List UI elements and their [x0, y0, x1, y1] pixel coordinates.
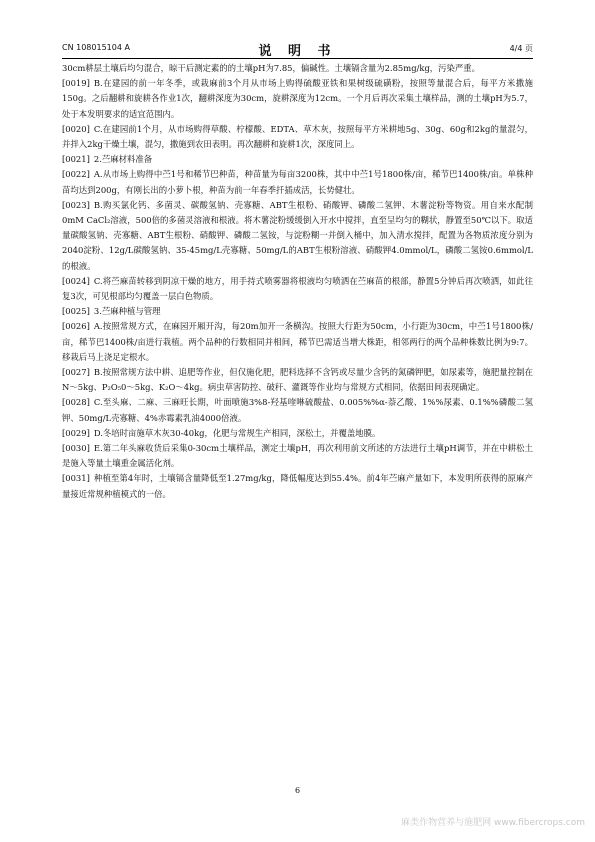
paragraph-number: [0030] [62, 443, 90, 454]
paragraph-text: B.购买氯化钙、多菌灵、碳酸氢钠、壳寡糖、ABT生根粉、硝酸钾、磷酸二氢钾、木薯淀粉等物资。用自来水配制0mM CaCl₂溶液，500倍的多菌灵溶液和根液。将木薯淀粉缓缓倒入开水中搅拌，直至呈均匀的糊状，静置至50℃以下。取适量碳酸氢钠、壳寡糖、ABT生根粉、硝酸钾、磷酸二氢铵，与淀粉糊一并倒入桶中，加入清水搅拌，配置为各物质浓度分别为2040淀粉、12g/L碳酸氢钠、35-45mg/L壳寡糖、50mg/L的ABT生根粉溶液、硝酸钾4.0mmol/L，磷酸二氢铵0.6mmol/L的根液。 [62, 199, 533, 271]
paragraph-0029 [62, 426, 533, 441]
paragraph-0021 [62, 152, 533, 167]
paragraph-text: E.第二年头麻收货后采集0-30cm土壤样品，测定土壤pH，再次利用前文所述的方法进行土壤pH调节，并在中耕松土是施入等量土壤重金属活化剂。 [62, 443, 533, 469]
paragraph-0024 [62, 274, 533, 304]
paragraph-continuation [62, 61, 533, 76]
paragraph-text: C.在建园前1个月，从市场购得草酸、柠檬酸、EDTA、草木灰，按照每平方米耕地5g、30g、60g和2kg的量混匀，并拌入2kg干燥土壤，混匀，撒施到农田表明。再次翻耕和旋耕1次，深度同上。 [62, 123, 533, 150]
paragraph-text: 30cm耕层土壤后均匀混合，晾干后测定素的的土壤pH为7.85，偏碱性。土壤镉含量为2.85mg/kg，污染严重。 [62, 63, 481, 73]
paragraph-number: [0023] [62, 199, 90, 210]
paragraph-0026 [62, 319, 533, 365]
paragraph-text: C.至头麻、二麻、三麻旺长期，叶面喷施3%8-羟基喹啉硫酸盐、0.005%%α-萘乙酸、1%%尿素、0.1%%磷酸二氢钾、50mg/L壳寡糖、4%赤霉素乳油4000倍液。 [62, 397, 533, 423]
header-rule [62, 58, 533, 59]
paragraph-text: B.按照常规方法中耕、追肥等作业，但仅施化肥，肥料选择不含钙或尽量少含钙的氮磷钾肥，如尿素等，施肥量控制在N～5kg、P₂O₅0～5kg、K₂O～4kg。病虫草害防控、破秆、灌溉等作业均与常规方式相同，依据田间表现确定。 [62, 367, 533, 393]
paragraph-number: [0025] [62, 306, 90, 317]
paragraph-0030 [62, 441, 533, 471]
paragraph-text: C.将苎麻苗转移到阴凉干燥的地方，用手持式喷雾器将根液均匀喷洒在苎麻苗的根部，静置5分钟后再次喷洒，如此往复3次，可见根部均匀覆盖一层白色物质。 [62, 275, 533, 302]
paragraph-0028 [62, 395, 533, 425]
paragraph-0019 [62, 76, 533, 122]
paragraph-text: A.按照常规方式，在麻园开厢开沟，每20m加开一条横沟。按照大行距为50cm，小行距为30cm，中苎1号1800株/亩，稀节巴1400株/亩进行栽植。两个品种的行数相同并相间，稀节巴需适当增大株距，相邻两行的两个品种株数比例为9:7。移栽后马上浇足定根水。 [62, 321, 533, 362]
paragraph-number: [0020] [62, 123, 90, 134]
paragraph-number: [0022] [62, 169, 90, 180]
paragraph-number: [0021] [62, 154, 90, 165]
paragraph-number: [0027] [62, 367, 90, 378]
paragraph-0031 [62, 471, 533, 501]
site-watermark: 麻类作物营养与施肥网 www.fibercrops.com [401, 818, 585, 828]
paragraph-0022 [62, 167, 533, 197]
section-heading: 2.苎麻材料准备 [93, 154, 153, 165]
page-header [62, 40, 533, 58]
paragraph-number: [0031] [62, 473, 90, 484]
paragraph-text: A.从市场上购得中苎1号和稀节巴种苗，种苗量为每亩3200株，其中中苎1号1800株/亩，稀节巴1400株/亩。单株种苗均达到200g，有刚长出的小萝卜根，种苗为前一年春季扦插成活，长势健壮。 [62, 169, 533, 195]
paragraph-0020 [62, 122, 533, 152]
patent-number: CN 108015104 A [62, 43, 130, 52]
paragraph-text: D.冬培时亩施草木灰30-40kg，化肥与常规生产相同，深松土，并覆盖地膜。 [93, 427, 381, 438]
paragraph-0025 [62, 304, 533, 319]
paragraph-0023 [62, 198, 533, 274]
paragraph-0027 [62, 365, 533, 395]
document-body [62, 61, 533, 502]
paragraph-number: [0029] [62, 427, 90, 438]
page-number: 6 [294, 786, 301, 795]
paragraph-number: [0024] [62, 275, 90, 286]
paragraph-number: [0019] [62, 78, 90, 89]
paragraph-number: [0026] [62, 321, 90, 332]
paragraph-text: 种植至第4年时，土壤镉含量降低至1.27mg/kg，降低幅度达到55.4%。前4年苎麻产量如下，本发明所获得的原麻产量接近常规种植模式的一倍。 [62, 473, 533, 499]
paragraph-text: B.在建园的前一年冬季，或栽麻前3个月从市场上购得硫酸亚铁和果树级硫磺粉，按照等量混合后，每平方米撒施150g。之后翻耕和旋耕各作业1次，翻耕深度为30cm，旋耕深度为12cm。一个月后再次采集土壤样品，测的土壤pH为5.7，处于本发明要求的适宜范围内。 [62, 78, 533, 119]
document-type-title: 说 明 书 [258, 44, 337, 59]
page-count: 4/4 页 [509, 44, 533, 53]
paragraph-number: [0028] [62, 397, 90, 408]
section-heading: 3.苎麻种植与管理 [93, 306, 161, 317]
